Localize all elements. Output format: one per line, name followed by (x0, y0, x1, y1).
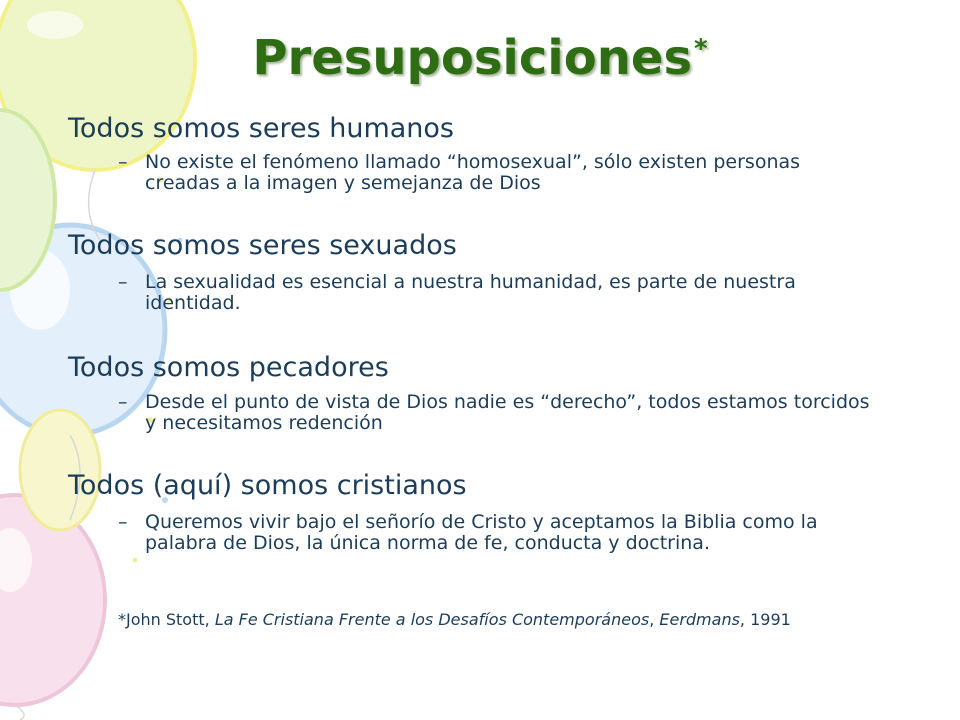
topic-detail-text: Desde el punto de vista de Dios nadie es “derecho”, todos estamos torcidos y necesitamos redención (145, 391, 870, 434)
topic-detail (118, 152, 878, 194)
dash-bullet: – (118, 151, 128, 173)
slide-title-text: Presuposiciones (252, 30, 693, 86)
reference-book-title: La Fe Cristiana Frente a los Desafíos Contemporáneos (214, 610, 650, 629)
topic-detail (118, 512, 878, 554)
reference-author: *John Stott, (118, 610, 215, 629)
reference-year: , 1991 (739, 610, 791, 629)
dash-bullet: – (118, 511, 128, 533)
topic-heading: Todos somos seres humanos (68, 113, 455, 144)
topic-heading: Todos somos pecadores (68, 352, 389, 383)
reference-citation (118, 610, 791, 629)
dash-bullet: – (118, 271, 128, 293)
slide-title (0, 30, 960, 86)
topic-detail-text: La sexualidad es esencial a nuestra humanidad, es parte de nuestra identidad. (145, 271, 796, 314)
topic-heading: Todos somos seres sexuados (68, 230, 457, 261)
topic-heading: Todos (aquí) somos cristianos (68, 470, 467, 501)
topic-detail (118, 392, 878, 434)
topic-detail-text: No existe el fenómeno llamado “homosexual”, sólo existen personas creadas a la imagen y semejanza de Dios (145, 151, 801, 194)
reference-separator: , (649, 610, 660, 629)
topic-detail-text: Queremos vivir bajo el señorío de Cristo y aceptamos la Biblia como la palabra de Dios, la única norma de fe, conducta y doctrina. (145, 511, 818, 554)
dash-bullet: – (118, 391, 128, 413)
topic-detail (118, 272, 878, 314)
reference-publisher: Eerdmans (659, 610, 740, 629)
title-footnote-mark: * (694, 34, 708, 64)
